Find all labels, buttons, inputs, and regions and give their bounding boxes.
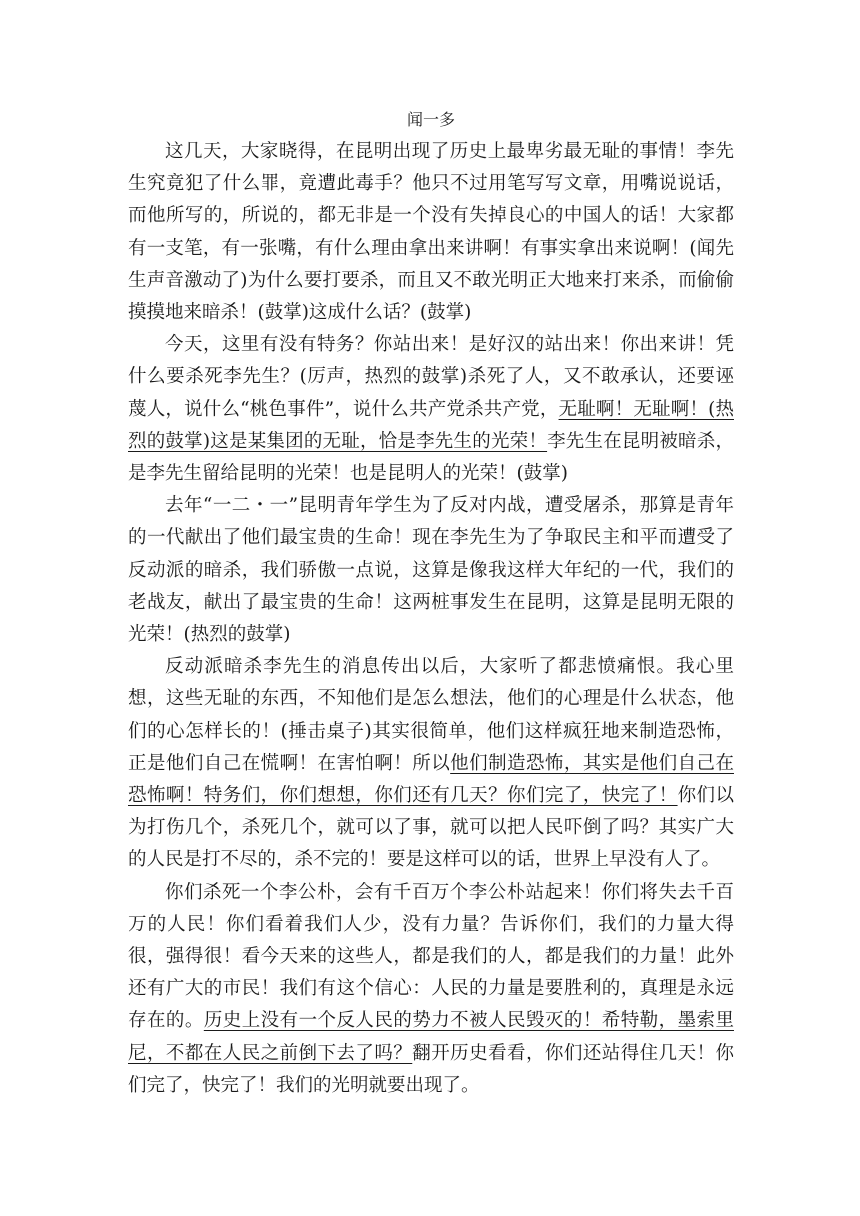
text-run: 你们杀死一个李公朴，会有千百万个李公朴站起来！你们将失去千百万的人民！你们看着我们人少，没有力量？告诉你们，我们的力量大得很，强得很！看今天来的这些人，都是我们的人，都是我们的力量！此外还有广大的市民！我们有这个信心：人民的力量是要胜利的，真理是永远存在的。 [128,881,734,1032]
document-body [128,136,734,1102]
text-run: 李先生在昆明被暗杀，是李先生留给昆明的光荣！也是昆明人的光荣！(鼓掌) [128,430,734,485]
paragraph [128,136,734,329]
paragraph [128,329,734,490]
document-page [128,104,734,1102]
underlined-passage: 无耻啊！无耻啊！(热烈的鼓掌)这是某集团的无耻，恰是李先生的光荣！ [128,398,734,452]
underlined-passage: 他们制造恐怖，其实是他们自己在恐怖啊！特务们，你们想想，你们还有几天？你们完了，快完了！ [128,752,734,807]
author-name: 闻一多 [406,110,455,129]
text-run: 今天，这里有没有特务？你站出来！是好汉的站出来！你出来讲！凭什么要杀死李先生？(厉声，热烈的鼓掌)杀死了人，又不敢承认，还要诬蔑人，说什么“桃色事件”，说什么共产党杀共产党， [128,334,734,420]
text-run: 翻开历史看看，你们还站得住几天！你们完了，快完了！我们的光明就要出现了。 [128,1042,734,1096]
text-run: 反动派暗杀李先生的消息传出以后，大家听了都悲愤痛恨。我心里想，这些无耻的东西，不知他们是怎么想法，他们的心理是什么状态，他们的心怎样长的！(捶击桌子)其实很简单，他们这样疯狂地来制造恐怖，正是他们自己在慌啊！在害怕啊！所以 [128,656,734,774]
text-run: 这几天，大家晓得，在昆明出现了历史上最卑劣最无耻的事情！李先生究竟犯了什么罪，竟遭此毒手？他只不过用笔写写文章，用嘴说说话，而他所写的，所说的，都无非是一个没有失掉良心的中国人的话！大家都有一支笔，有一张嘴，有什么理由拿出来讲啊！有事实拿出来说啊！(闻先生声音激动了)为什么要打要杀，而且又不敢光明正大地来打来杀，而偷偷摸摸地来暗杀！(鼓掌)这成什么话？(鼓掌) [128,141,734,324]
text-run: 你们以为打伤几个，杀死几个，就可以了事，就可以把人民吓倒了吗？其实广大的人民是打不尽的，杀不完的！要是这样可以的话，世界上早没有人了。 [128,785,734,871]
paragraph [128,877,734,1102]
paragraph [128,651,734,876]
paragraph [128,490,734,651]
underlined-passage: 历史上没有一个反人民的势力不被人民毁灭的！希特勒，墨索里尼，不都在人民之前倒下去了吗？ [128,1010,734,1064]
text-run: 去年“一二・一”昆明青年学生为了反对内战，遭受屠杀，那算是青年的一代献出了他们最宝贵的生命！现在李先生为了争取民主和平而遭受了反动派的暗杀，我们骄傲一点说，这算是像我这样大年纪的一代，我们的老战友，献出了最宝贵的生命！这两桩事发生在昆明，这算是昆明无限的光荣！(热烈的鼓掌) [128,495,734,646]
